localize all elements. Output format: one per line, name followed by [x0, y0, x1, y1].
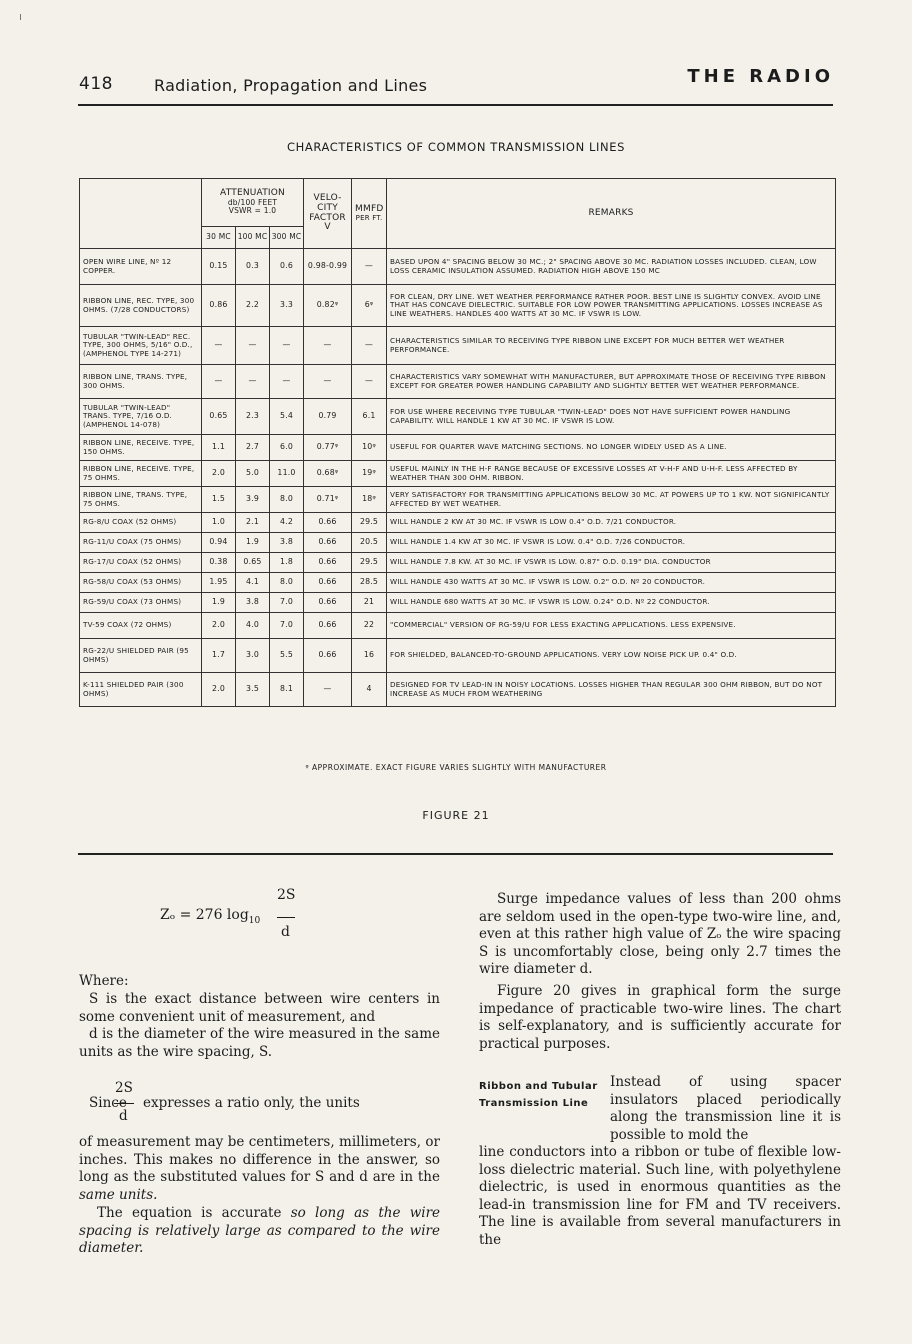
table-row: TUBULAR "TWIN-LEAD" REC. TYPE, 300 OHMS, 5/16" O.D., (AMPHENOL TYPE 14-271) — — — — — CHARACTERISTICS SIMILAR TO RECEIVING TYPE RIBBON LINE EXCEPT FOR MUCH BETTER WET WEATHER PERFORMANCE. — [80, 327, 836, 365]
ribbon-line-side-heading: Ribbon and Tubular Transmission Line — [479, 1081, 598, 1109]
surge-impedance-equation — [160, 887, 320, 947]
table-caption: CHARACTERISTICS OF COMMON TRANSMISSION LINES — [287, 140, 625, 154]
s-definition: S is the exact distance between wire centers in some convenient unit of measurement, and — [79, 991, 440, 1025]
equation-numerator: 2S — [277, 887, 296, 903]
ribbon-line-body: line conductors into a ribbon or tube of flexible low-loss dielectric material. Such line, with polyethylene dielectric, is used in enormous quantities as the lead-in transmission line for FM and TV receivers. The line is available from several manufacturers in the — [479, 1144, 841, 1248]
page-number: 418 — [79, 74, 113, 94]
capacitance-header: ΜΜFD PER FT. — [352, 179, 387, 249]
table-row: RIBBON LINE, REC. TYPE, 300 OHMS. (7/28 CONDUCTORS) 0.86 2.2 3.3 0.82ᵠ 6ᵠ FOR CLEAN, DRY LINE. WET WEATHER PERFORMANCE RATHER POOR. BEST LINE IS SLIGHTLY CONVEX. AVOID LINE THAT HAS CONCAVE DIELECTRIC. SUITABLE FOR LOW POWER TRANSMITTING APPLICATIONS. LOSSES INCREASE AS LINE WEATHERS. HANDLES 400 WATTS AT 30 MC. IF VSWR IS LOW. — [80, 285, 836, 327]
since-ratio-line — [89, 1080, 441, 1130]
table-row: OPEN WIRE LINE, Nº 12 COPPER. 0.15 0.3 0.6 0.98-0.99 — BASED UPON 4" SPACING BELOW 30 MC.; 2" SPACING ABOVE 30 MC. RADIATION LOSSES INCLUDED. CLEAN, LOW LOSS CERAMIC INSULATION ASSUMED. RADIATION HIGH ABOVE 150 MC — [80, 249, 836, 285]
table-row: TUBULAR "TWIN-LEAD" TRANS. TYPE, 7/16 O.D. (AMPHENOL 14-078) 0.65 2.3 5.4 0.79 6.1 FOR USE WHERE RECEIVING TYPE TUBULAR "TWIN-LEAD" DOES NOT HAVE SUFFICIENT POWER HANDLING CAPABILITY. WILL HANDLE 1 KW AT 30 MC. IF VSWR IS LOW. — [80, 399, 836, 435]
attenuation-header: ATTENUATION db/100 FEET VSWR = 1.0 — [202, 179, 304, 227]
table-row: RG-11/U COAX (75 OHMS) 0.94 1.9 3.8 0.66 20.5 WILL HANDLE 1.4 KW AT 30 MC. IF VSWR IS LOW. 0.4" O.D. 7/26 CONDUCTOR. — [80, 533, 836, 553]
since-denominator: d — [119, 1108, 128, 1124]
table-row: RG-59/U COAX (73 OHMS) 1.9 3.8 7.0 0.66 21 WILL HANDLE 680 WATTS AT 30 MC. IF VSWR IS LOW. 0.24" O.D. Nº 22 CONDUCTOR. — [80, 593, 836, 613]
table-footnote: ᵠ APPROXIMATE. EXACT FIGURE VARIES SLIGHTLY WITH MANUFACTURER — [305, 763, 607, 772]
chapter-title: Radiation, Propagation and Lines — [154, 76, 428, 95]
table-row: K-111 SHIELDED PAIR (300 OHMS) 2.0 3.5 8.1 — 4 DESIGNED FOR TV LEAD-IN IN NOISY LOCATIONS. LOSSES HIGHER THAN REGULAR 300 OHM RIBBON, BUT DO NOT INCREASE AS MUCH FROM WEATHERING — [80, 673, 836, 707]
since-numerator: 2S — [115, 1080, 133, 1096]
freq-30mc-header: 30 MC — [202, 227, 236, 249]
table-row: RIBBON LINE, TRANS. TYPE, 75 OHMS. 1.5 3.9 8.0 0.71ᵠ 18ᵠ VERY SATISFACTORY FOR TRANSMITTING APPLICATIONS BELOW 30 MC. AT POWERS UP TO 1 KW. NOT SIGNIFICANTLY AFFECTED BY WET WEATHER. — [80, 487, 836, 513]
equation-lhs: Zₒ = 276 $\log_{10}$ — [160, 907, 261, 926]
table-row: RG-8/U COAX (52 OHMS) 1.0 2.1 4.2 0.66 29.5 WILL HANDLE 2 KW AT 30 MC. IF VSWR IS LOW 0.4" O.D. 7/21 CONDUCTOR. — [80, 513, 836, 533]
header-rule — [78, 104, 833, 106]
where-label: Where: — [79, 973, 129, 989]
page-tick-mark — [20, 14, 21, 20]
freq-100mc-header: 100 MC — [236, 227, 270, 249]
table-row: RG-58/U COAX (53 OHMS) 1.95 4.1 8.0 0.66 28.5 WILL HANDLE 430 WATTS AT 30 MC. IF VSWR IS LOW. 0.2" O.D. Nº 20 CONDUCTOR. — [80, 573, 836, 593]
line-type-header — [80, 179, 202, 249]
remarks-header: REMARKS — [387, 179, 836, 249]
velocity-factor-header: VELO-CITY FACTOR V — [304, 179, 352, 249]
figure20-paragraph: Figure 20 gives in graphical form the surge impedance of practicable two-wire lines. The chart is self-explanatory, and is sufficiently accurate for practical purposes. — [479, 983, 841, 1052]
units-paragraph: of measurement may be centimeters, millimeters, or inches. This makes no difference in the answer, so long as the substituted values for S and d are in the same units. — [79, 1134, 440, 1203]
accuracy-paragraph: The equation is accurate so long as the wire spacing is relatively large as compared to the wire diameter. — [79, 1205, 441, 1256]
ribbon-line-intro: Instead of using spacer insulators placed periodically along the transmission line it is possible to mold the — [610, 1074, 841, 1143]
equation-fraction-bar — [277, 917, 295, 918]
equation-denominator: d — [281, 924, 290, 940]
transmission-line-table — [79, 178, 836, 707]
table-row: RG-17/U COAX (52 OHMS) 0.38 0.65 1.8 0.66 29.5 WILL HANDLE 7.8 KW. AT 30 MC. IF VSWR IS LOW. 0.87" O.D. 0.19" DIA. CONDUCTOR — [80, 553, 836, 573]
d-definition: d is the diameter of the wire measured in the same units as the wire spacing, S. — [79, 1026, 440, 1060]
table-row: RIBBON LINE, RECEIVE. TYPE, 150 OHMS. 1.1 2.7 6.0 0.77ᵠ 10ᵠ USEFUL FOR QUARTER WAVE MATCHING SECTIONS. NO LONGER WIDELY USED AS A LINE. — [80, 435, 836, 461]
freq-300mc-header: 300 MC — [270, 227, 304, 249]
since-rest: expresses a ratio only, the units — [143, 1095, 360, 1111]
table-row: RIBBON LINE, RECEIVE. TYPE, 75 OHMS. 2.0 5.0 11.0 0.68ᵠ 19ᵠ USEFUL MAINLY IN THE H-F RANGE BECAUSE OF EXCESSIVE LOSSES AT V-H-F AND U-H-F. LESS AFFECTED BY WEATHER THAN 300 OHM. RIBBON. — [80, 461, 836, 487]
book-title: THE RADIO — [687, 66, 834, 87]
figure-rule — [78, 853, 833, 855]
table-row: TV-59 COAX (72 OHMS) 2.0 4.0 7.0 0.66 22 "COMMERCIAL" VERSION OF RG-59/U FOR LESS EXACTING APPLICATIONS. LESS EXPENSIVE. — [80, 613, 836, 639]
table-row: RG-22/U SHIELDED PAIR (95 OHMS) 1.7 3.0 5.5 0.66 16 FOR SHIELDED, BALANCED-TO-GROUND APPLICATIONS. VERY LOW NOISE PICK UP. 0.4" O.D. — [80, 639, 836, 673]
table-row: RIBBON LINE, TRANS. TYPE, 300 OHMS. — — — — — CHARACTERISTICS VARY SOMEWHAT WITH MANUFACTURER, BUT APPROXIMATE THOSE OF RECEIVING TYPE RIBBON EXCEPT FOR GREATER POWER HANDLING CAPABILITY AND SLIGHTLY BETTER WET WEATHER PERFORMANCE. — [80, 365, 836, 399]
figure-label: FIGURE 21 — [422, 809, 490, 822]
since-word: Since — [89, 1095, 127, 1111]
surge-paragraph: Surge impedance values of less than 200 ohms are seldom used in the open-type two-wire line, and, even at this rather high value of Zₒ the wire spacing S is uncomfortably close, being only 2.7 times the wire diameter d. — [479, 891, 841, 977]
